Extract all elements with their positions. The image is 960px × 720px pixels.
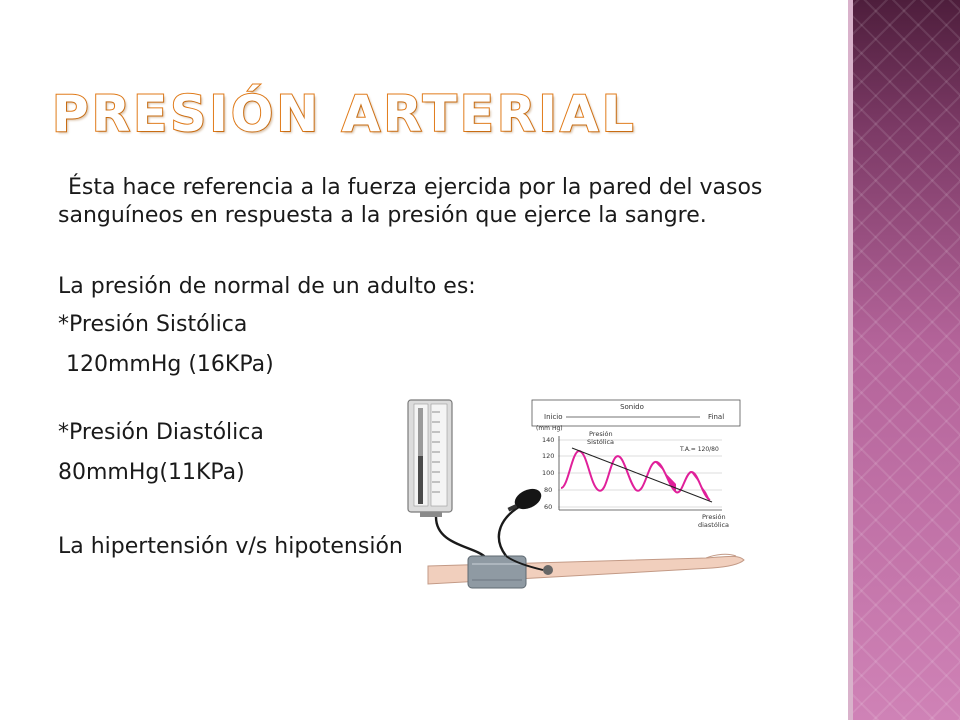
diastolic-annotation-1: Presión	[702, 513, 726, 521]
tick-60: 60	[544, 503, 553, 511]
end-label: Final	[708, 413, 725, 421]
systolic-annotation-2: Sistólica	[587, 438, 615, 446]
systolic-annotation-1: Presión	[589, 430, 613, 438]
closing-line: La hipertensión v/s hipotensión	[58, 534, 403, 559]
tick-120: 120	[542, 452, 555, 460]
intro-paragraph: Ésta hace referencia a la fuerza ejercida por la pared del vasos sanguíneos en respuesta a la presión que ejerce la sangre.	[58, 175, 763, 228]
tick-80: 80	[544, 486, 553, 494]
diastolic-label: *Presión Diastólica	[58, 420, 264, 445]
blood-pressure-illustration	[406, 396, 746, 596]
tube-icon-2	[499, 504, 524, 556]
diastolic-value: 80mmHg(11KPa)	[58, 460, 245, 485]
inflation-bulb-icon	[508, 485, 545, 513]
tick-140: 140	[542, 436, 555, 444]
cuff-icon	[468, 556, 526, 588]
systolic-value: 120mmHg (16KPa)	[66, 352, 274, 377]
slide-title: PRESIÓN ARTERIAL	[52, 85, 637, 143]
ta-annotation: T.A.= 120/80	[680, 446, 719, 453]
tick-100: 100	[542, 469, 555, 477]
systolic-label: *Presión Sistólica	[58, 312, 248, 337]
normal-pressure-label: La presión de normal de un adulto es:	[58, 274, 476, 299]
decorative-sidebar	[848, 0, 960, 720]
pressure-waveform-chart	[532, 400, 740, 529]
manometer-icon	[408, 400, 452, 517]
unit-label: (mm Hg)	[536, 425, 563, 432]
tube-icon	[436, 517, 486, 558]
sound-label: Sonido	[620, 403, 644, 411]
sidebar-edge-stripe	[848, 0, 853, 720]
start-label: Inicio	[544, 413, 563, 421]
diastolic-annotation-2: diastólica	[698, 521, 729, 529]
